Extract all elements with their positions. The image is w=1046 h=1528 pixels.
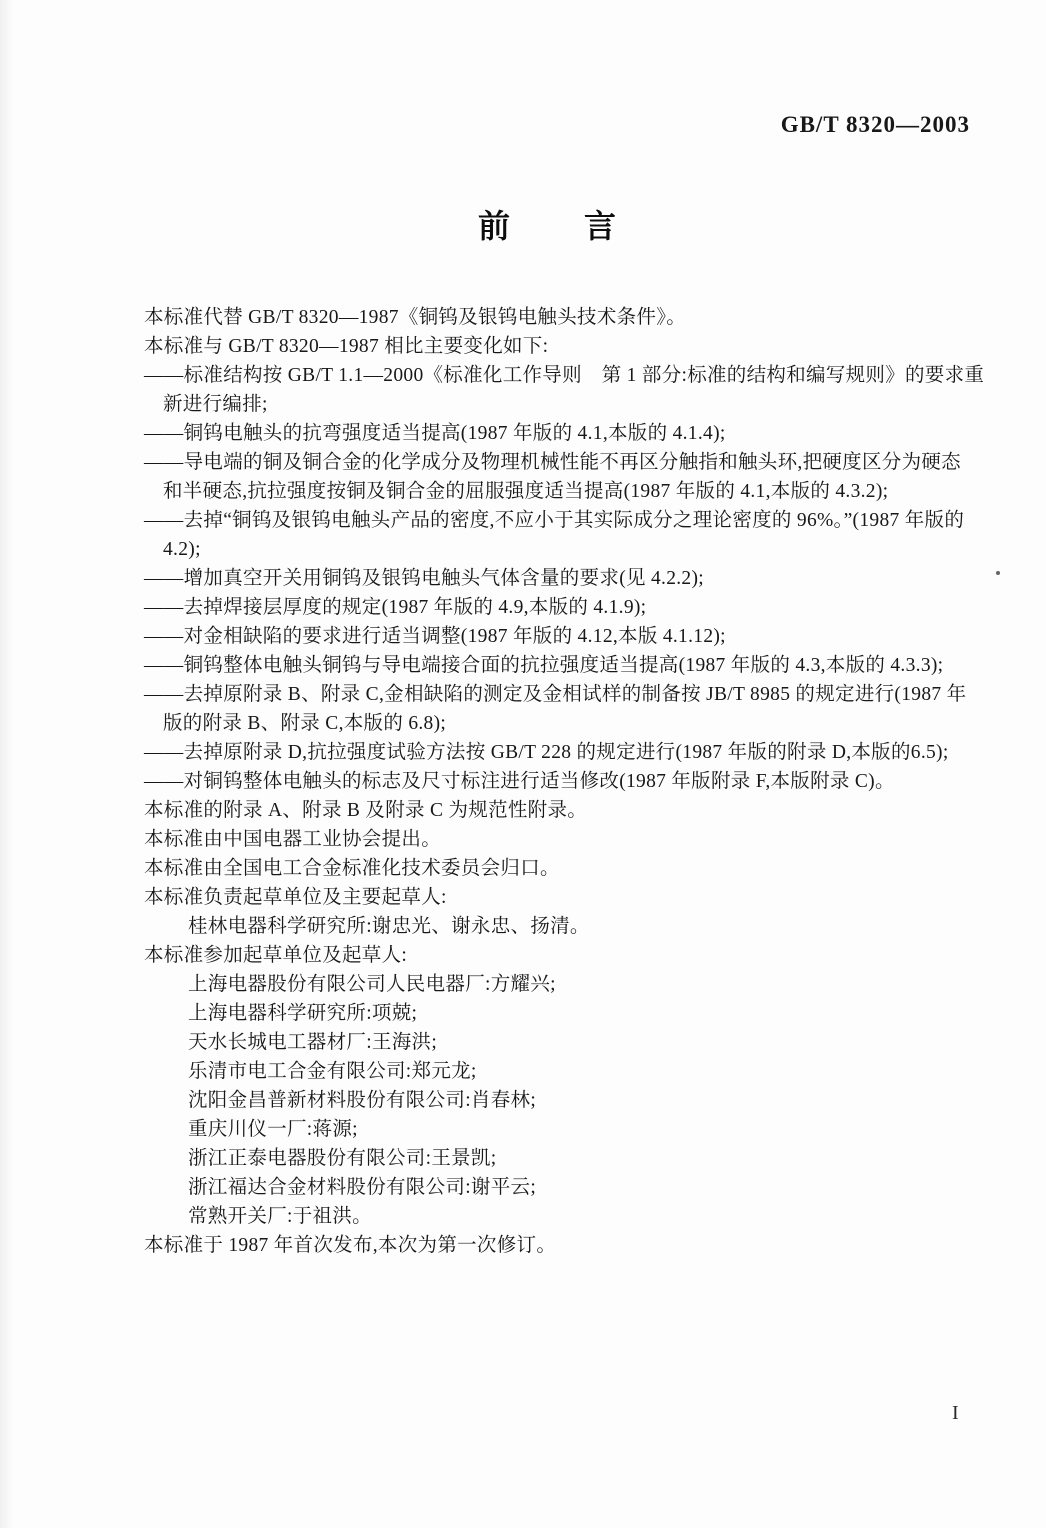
body-line: 桂林电器科学研究所:谢忠光、谢永忠、扬清。 <box>188 916 590 937</box>
body-line: 本标准于 1987 年首次发布,本次为第一次修订。 <box>144 1235 557 1256</box>
body-line: ——去掉“铜钨及银钨电触头产品的密度,不应小于其实际成分之理论密度的 96%。”(1987 年版的 <box>144 510 965 531</box>
body-line: ——去掉焊接层厚度的规定(1987 年版的 4.9,本版的 4.1.9); <box>144 597 647 618</box>
body-line: ——去掉原附录 B、附录 C,金相缺陷的测定及金相试样的制备按 JB/T 8985 的规定进行(1987 年 <box>144 684 967 705</box>
body-line: 上海电器科学研究所:项兢; <box>188 1003 418 1024</box>
foreword-body <box>144 303 985 1260</box>
body-line: 新进行编排; <box>163 394 268 415</box>
body-line: 本标准负责起草单位及主要起草人: <box>144 887 447 908</box>
body-line: 4.2); <box>163 539 201 560</box>
body-line: 沈阳金昌普新材料股份有限公司:肖春林; <box>188 1090 537 1111</box>
body-line: ——增加真空开关用铜钨及银钨电触头气体含量的要求(见 4.2.2); <box>144 568 704 589</box>
title-char-first: 前 <box>478 208 511 244</box>
body-line: 本标准由中国电器工业协会提出。 <box>144 829 442 850</box>
body-line: 重庆川仪一厂:蒋源; <box>188 1119 358 1140</box>
body-line: ——铜钨电触头的抗弯强度适当提高(1987 年版的 4.1,本版的 4.1.4); <box>144 423 726 444</box>
body-line: 常熟开关厂:于祖洪。 <box>188 1206 372 1227</box>
body-line: ——对铜钨整体电触头的标志及尺寸标注进行适当修改(1987 年版附录 F,本版附录 C)。 <box>144 771 895 792</box>
body-line: ——去掉原附录 D,抗拉强度试验方法按 GB/T 228 的规定进行(1987 年版的附录 D,本版的6.5); <box>144 742 949 763</box>
body-line: 本标准由全国电工合金标准化技术委员会归口。 <box>144 858 560 879</box>
body-line: 天水长城电工器材厂:王海洪; <box>188 1032 438 1053</box>
body-line: 上海电器股份有限公司人民电器厂:方耀兴; <box>188 974 556 995</box>
standard-number: GB/T 8320—2003 <box>780 112 970 137</box>
page-number: I <box>952 1402 959 1424</box>
body-line: 本标准与 GB/T 8320—1987 相比主要变化如下: <box>144 336 549 357</box>
body-line: 浙江福达合金材料股份有限公司:谢平云; <box>188 1177 537 1198</box>
page-title <box>478 208 616 244</box>
body-line: 浙江正泰电器股份有限公司:王景凯; <box>188 1148 497 1169</box>
body-line: 版的附录 B、附录 C,本版的 6.8); <box>163 713 447 734</box>
scan-artifact-dot <box>996 571 1000 575</box>
body-line: ——对金相缺陷的要求进行适当调整(1987 年版的 4.12,本版 4.1.12); <box>144 626 726 647</box>
body-line: ——导电端的铜及铜合金的化学成分及物理机械性能不再区分触指和触头环,把硬度区分为硬态 <box>144 452 961 473</box>
body-line: 乐清市电工合金有限公司:郑元龙; <box>188 1061 477 1082</box>
body-line: 本标准代替 GB/T 8320—1987《铜钨及银钨电触头技术条件》。 <box>144 307 687 328</box>
body-line: ——标准结构按 GB/T 1.1—2000《标准化工作导则 第 1 部分:标准的结构和编写规则》的要求重 <box>144 365 985 386</box>
scan-edge-shade <box>0 0 14 1528</box>
body-line: 本标准参加起草单位及起草人: <box>144 945 408 966</box>
body-line: 本标准的附录 A、附录 B 及附录 C 为规范性附录。 <box>144 800 588 821</box>
body-line: ——铜钨整体电触头铜钨与导电端接合面的抗拉强度适当提高(1987 年版的 4.3,本版的 4.3.3); <box>144 655 944 676</box>
body-line: 和半硬态,抗拉强度按铜及铜合金的屈服强度适当提高(1987 年版的 4.1,本版的 4.3.2); <box>163 481 889 502</box>
title-char-second: 言 <box>584 208 617 244</box>
